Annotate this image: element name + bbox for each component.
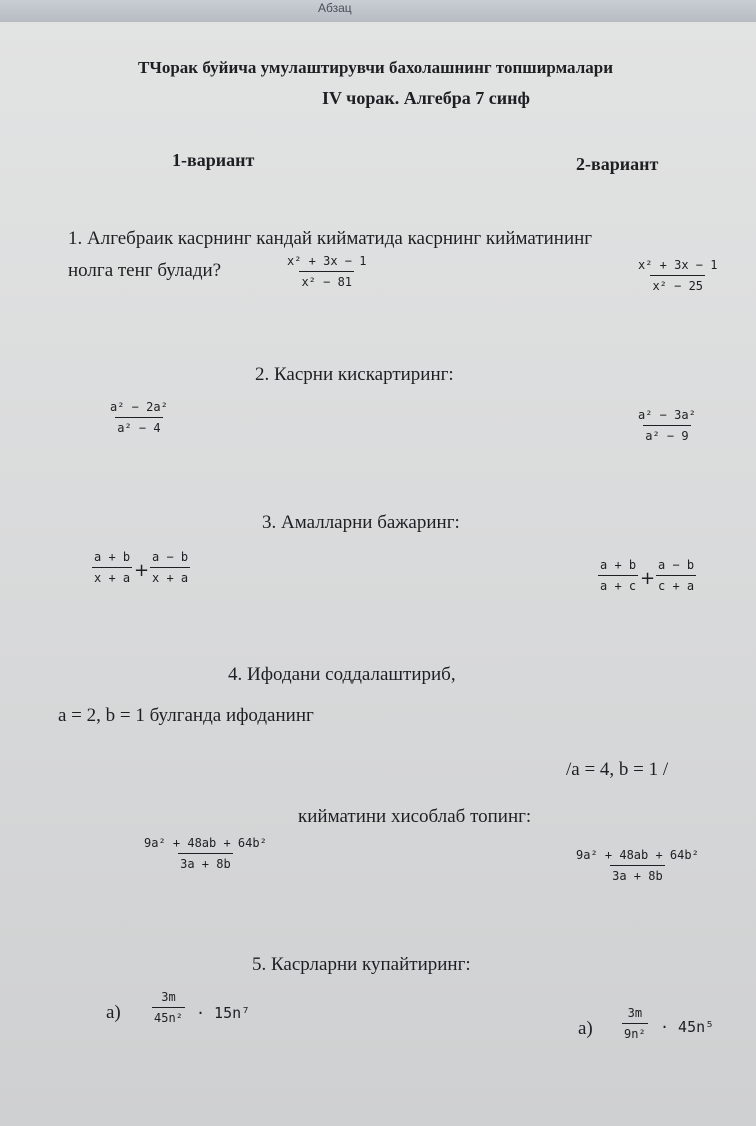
fraction-numerator: 9a² + 48ab + 64b² (576, 848, 699, 862)
fraction-denominator: 45n² (152, 1007, 185, 1025)
page-title: ТЧорак буйича умулаштирувчи бахолашнинг топширмалари (138, 58, 613, 77)
fraction-numerator: x² + 3x − 1 (638, 258, 718, 272)
fraction-numerator: 9a² + 48ab + 64b² (144, 836, 267, 850)
q5-variant1-label: а) (106, 1002, 121, 1023)
word-ribbon-strip (0, 0, 756, 23)
fraction-denominator: a² − 4 (115, 417, 162, 435)
q3-variant1-fraction-2 (150, 550, 190, 585)
page-subtitle: IV чорак. Алгебра 7 синф (322, 88, 530, 108)
fraction-denominator: a + c (598, 575, 638, 593)
q5-variant2-multiplier: · 45n⁵ (660, 1018, 715, 1036)
fraction-numerator: 3m (627, 1006, 643, 1020)
fraction-denominator: 9n² (622, 1023, 648, 1041)
q4-variant1-fraction (142, 836, 269, 871)
question-4-condition-variant2: /a = 4, b = 1 / (566, 759, 669, 780)
question-1-text-line2: нолга тенг булади? (68, 260, 222, 281)
question-4-condition-variant1: a = 2, b = 1 булганда ифоданинг (58, 705, 314, 726)
question-3-title: 3. Амалларни бажаринг: (262, 512, 460, 533)
variant-2-heading: 2-вариант (576, 154, 659, 174)
fraction-numerator: a² − 2a² (110, 400, 168, 414)
q1-variant1-fraction (285, 254, 368, 289)
fraction-denominator: 3a + 8b (178, 853, 233, 871)
fraction-denominator: 3a + 8b (610, 865, 665, 883)
fraction-numerator: x² + 3x − 1 (287, 254, 367, 268)
q5-variant1-multiplier: · 15n⁷ (196, 1004, 251, 1022)
q3-variant1-fraction-1 (92, 550, 132, 585)
fraction-denominator: a² − 9 (643, 425, 690, 443)
variant-1-heading: 1-вариант (172, 150, 255, 170)
question-5-title: 5. Касрларни купайтиринг: (252, 954, 471, 975)
q5-variant2-label: а) (578, 1018, 593, 1039)
q5-variant1-fraction (152, 990, 185, 1025)
fraction-numerator: a + b (600, 558, 637, 572)
q3-variant2-fraction-2 (656, 558, 696, 593)
fraction-denominator: x + a (92, 567, 132, 585)
question-2-title: 2. Касрни кискартиринг: (255, 364, 454, 385)
q2-variant2-fraction (636, 408, 698, 443)
question-1-text: 1. Алгебраик касрнинг кандай кийматида касрнинг кийматининг (68, 228, 593, 249)
document-page (0, 22, 756, 1126)
fraction-denominator: x + a (150, 567, 190, 585)
plus-sign: + (640, 568, 656, 589)
question-4-title: 4. Ифодани соддалаштириб, (228, 664, 456, 685)
ribbon-group-label: Абзац (318, 1, 352, 15)
fraction-denominator: x² − 81 (299, 271, 354, 289)
fraction-denominator: c + a (656, 575, 696, 593)
q3-variant2-fraction-1 (598, 558, 638, 593)
fraction-numerator: 3m (161, 990, 176, 1004)
question-4-find: кийматини хисоблаб топинг: (298, 806, 532, 827)
fraction-numerator: a + b (94, 550, 131, 564)
q1-variant2-fraction (636, 258, 719, 293)
q4-variant2-fraction (574, 848, 701, 883)
plus-sign: + (134, 560, 150, 581)
q5-variant2-fraction (622, 1006, 648, 1041)
fraction-denominator: x² − 25 (650, 275, 705, 293)
fraction-numerator: a² − 3a² (638, 408, 696, 422)
fraction-numerator: a − b (658, 558, 695, 572)
fraction-numerator: a − b (152, 550, 189, 564)
q2-variant1-fraction (108, 400, 170, 435)
